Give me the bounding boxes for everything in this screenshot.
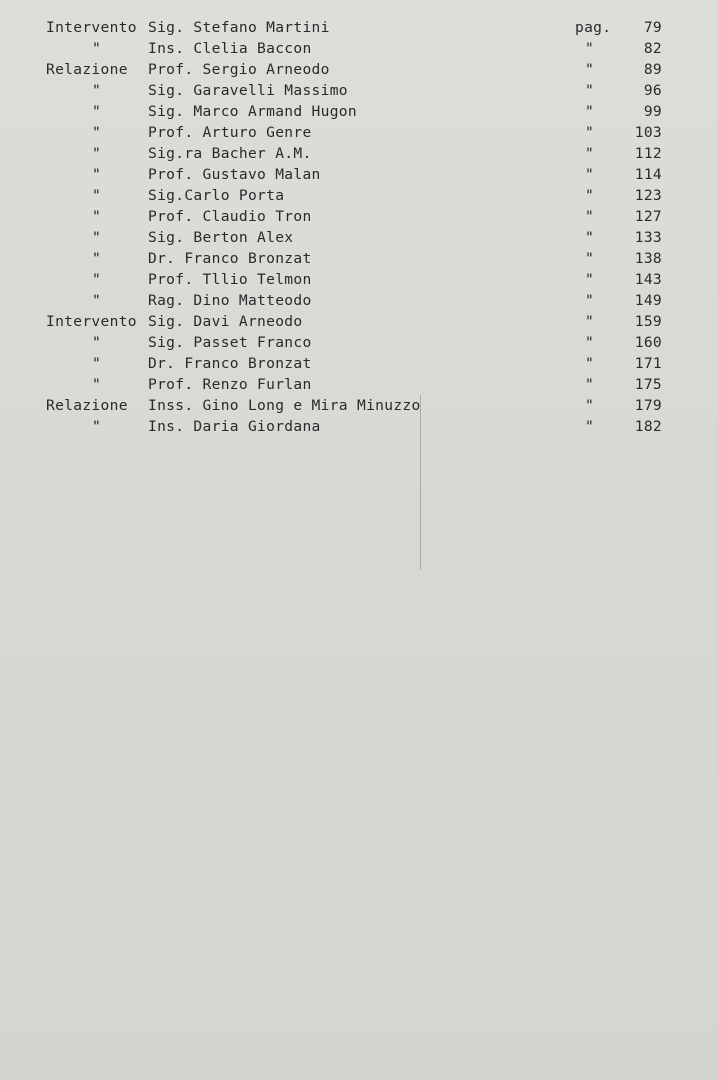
- index-entry: [0, 122, 717, 143]
- entry-page-number: 149: [634, 292, 662, 309]
- entry-page-label: ": [585, 82, 594, 99]
- entry-page-number: 96: [643, 82, 662, 99]
- entry-page-label: pag.: [575, 19, 612, 36]
- index-entry: [0, 353, 717, 374]
- entry-name: Dr. Franco Bronzat: [148, 250, 312, 267]
- entry-role: ": [92, 103, 101, 120]
- index-entry: [0, 332, 717, 353]
- entry-page-number: 79: [643, 19, 662, 36]
- entry-page-label: ": [585, 145, 594, 162]
- entry-role: ": [92, 376, 101, 393]
- entry-page-number: 82: [643, 40, 662, 57]
- entry-page-number: 143: [634, 271, 662, 288]
- entry-role: Relazione: [46, 397, 128, 414]
- index-entry: [0, 164, 717, 185]
- entry-role: ": [92, 166, 101, 183]
- entry-page-label: ": [585, 208, 594, 225]
- index-entry: [0, 416, 717, 437]
- index-entry: [0, 101, 717, 122]
- entry-page-label: ": [585, 124, 594, 141]
- index-entry: [0, 248, 717, 269]
- entry-page-label: ": [585, 271, 594, 288]
- index-entry: [0, 290, 717, 311]
- entry-page-number: 89: [643, 61, 662, 78]
- index-entry: [0, 143, 717, 164]
- entry-role: ": [92, 124, 101, 141]
- entry-role: Relazione: [46, 61, 128, 78]
- entry-name: Sig. Berton Alex: [148, 229, 294, 246]
- index-list: [0, 17, 717, 437]
- entry-page-label: ": [585, 313, 594, 330]
- entry-role: ": [92, 355, 101, 372]
- entry-page-label: ": [585, 187, 594, 204]
- entry-name: Inss. Gino Long e Mira Minuzzo: [148, 397, 421, 414]
- entry-page-label: ": [585, 61, 594, 78]
- index-entry: [0, 17, 717, 38]
- entry-page-number: 114: [634, 166, 662, 183]
- entry-page-label: ": [585, 334, 594, 351]
- index-entry: [0, 38, 717, 59]
- entry-role: ": [92, 271, 101, 288]
- entry-role: ": [92, 208, 101, 225]
- entry-name: Sig. Passet Franco: [148, 334, 312, 351]
- entry-page-number: 160: [634, 334, 662, 351]
- entry-page-number: 171: [634, 355, 662, 372]
- index-entry: [0, 227, 717, 248]
- entry-page-number: 112: [634, 145, 662, 162]
- index-entry: [0, 269, 717, 290]
- entry-name: Ins. Daria Giordana: [148, 418, 321, 435]
- entry-name: Prof. Tllio Telmon: [148, 271, 312, 288]
- entry-name: Sig. Davi Arneodo: [148, 313, 303, 330]
- entry-page-number: 179: [634, 397, 662, 414]
- entry-role: ": [92, 334, 101, 351]
- entry-page-number: 127: [634, 208, 662, 225]
- entry-role: ": [92, 229, 101, 246]
- entry-name: Prof. Gustavo Malan: [148, 166, 321, 183]
- entry-name: Prof. Arturo Genre: [148, 124, 312, 141]
- entry-role: ": [92, 187, 101, 204]
- index-entry: [0, 185, 717, 206]
- entry-page-number: 103: [634, 124, 662, 141]
- entry-role: ": [92, 82, 101, 99]
- entry-name: Sig.Carlo Porta: [148, 187, 285, 204]
- entry-name: Prof. Renzo Furlan: [148, 376, 312, 393]
- entry-page-number: 138: [634, 250, 662, 267]
- entry-page-label: ": [585, 418, 594, 435]
- entry-page-label: ": [585, 40, 594, 57]
- entry-page-label: ": [585, 376, 594, 393]
- index-entry: [0, 311, 717, 332]
- entry-page-number: 182: [634, 418, 662, 435]
- entry-page-number: 99: [643, 103, 662, 120]
- entry-page-number: 159: [634, 313, 662, 330]
- entry-role: ": [92, 418, 101, 435]
- entry-page-label: ": [585, 292, 594, 309]
- entry-page-number: 175: [634, 376, 662, 393]
- entry-role: ": [92, 292, 101, 309]
- entry-page-label: ": [585, 250, 594, 267]
- entry-name: Sig. Stefano Martini: [148, 19, 330, 36]
- entry-page-label: ": [585, 166, 594, 183]
- entry-name: Dr. Franco Bronzat: [148, 355, 312, 372]
- entry-page-number: 123: [634, 187, 662, 204]
- index-entry: [0, 59, 717, 80]
- entry-name: Ins. Clelia Baccon: [148, 40, 312, 57]
- entry-role: ": [92, 145, 101, 162]
- index-entry: [0, 395, 717, 416]
- index-entry: [0, 80, 717, 101]
- entry-role: Intervento: [46, 19, 137, 36]
- entry-role: ": [92, 40, 101, 57]
- index-entry: [0, 206, 717, 227]
- entry-name: Rag. Dino Matteodo: [148, 292, 312, 309]
- entry-role: ": [92, 250, 101, 267]
- entry-name: Sig. Garavelli Massimo: [148, 82, 348, 99]
- entry-role: Intervento: [46, 313, 137, 330]
- entry-page-label: ": [585, 355, 594, 372]
- entry-name: Prof. Claudio Tron: [148, 208, 312, 225]
- index-entry: [0, 374, 717, 395]
- entry-name: Prof. Sergio Arneodo: [148, 61, 330, 78]
- entry-page-label: ": [585, 103, 594, 120]
- entry-page-label: ": [585, 229, 594, 246]
- entry-page-label: ": [585, 397, 594, 414]
- entry-name: Sig. Marco Armand Hugon: [148, 103, 357, 120]
- entry-name: Sig.ra Bacher A.M.: [148, 145, 312, 162]
- entry-page-number: 133: [634, 229, 662, 246]
